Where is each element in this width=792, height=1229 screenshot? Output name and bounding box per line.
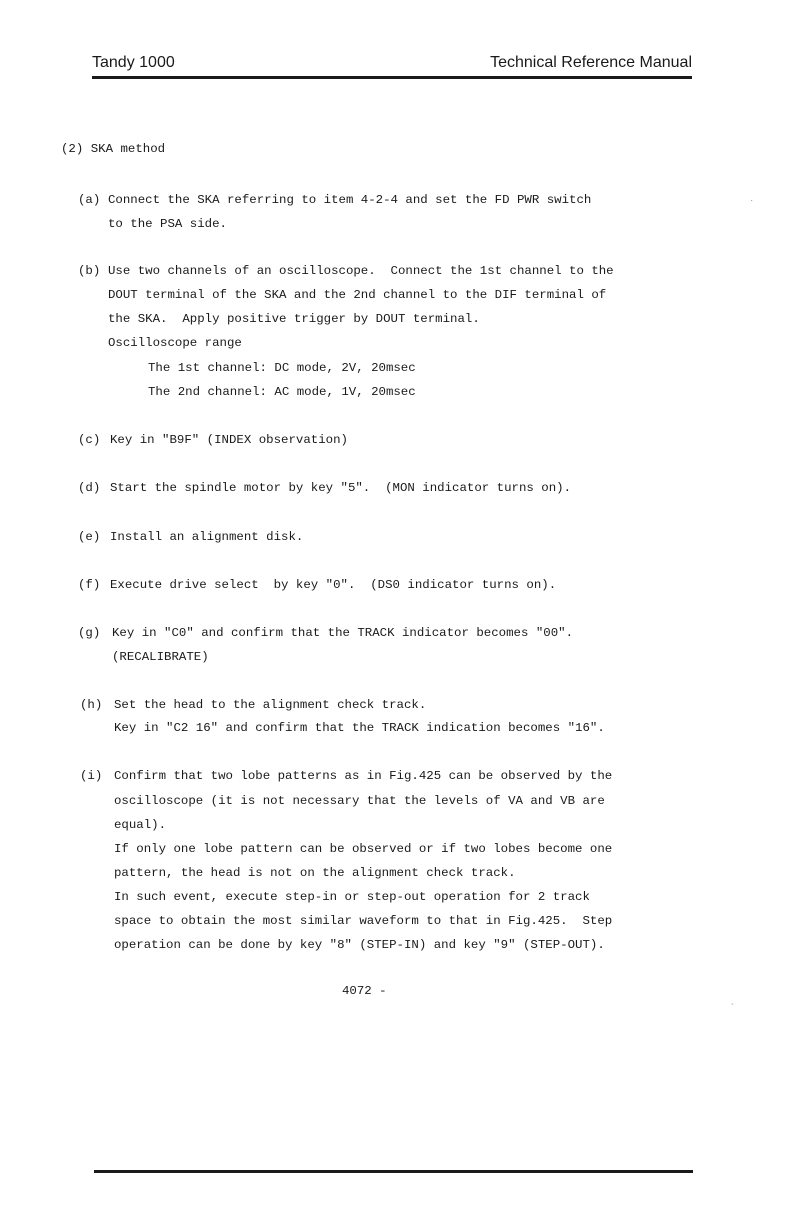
step-b-line-4: Oscilloscope range	[108, 336, 242, 350]
step-b-line-2: DOUT terminal of the SKA and the 2nd channel to the DIF terminal of	[108, 288, 607, 302]
step-g-label: (g)	[78, 626, 101, 640]
page-number: 4072 -	[342, 984, 387, 998]
header-title-right: Technical Reference Manual	[490, 54, 692, 71]
step-b-sub-line-2: The 2nd channel: AC mode, 1V, 20msec	[148, 385, 416, 399]
step-i-line-4: If only one lobe pattern can be observed or if two lobes become one	[114, 842, 613, 856]
step-a-label: (a)	[78, 193, 101, 207]
step-i-label: (i)	[80, 769, 103, 783]
page-header	[92, 52, 692, 76]
step-i-line-1: Confirm that two lobe patterns as in Fig.425 can be observed by the	[114, 769, 613, 783]
header-title-left: Tandy 1000	[92, 54, 175, 71]
header-rule	[92, 76, 692, 79]
step-d-line-1: Start the spindle motor by key "5". (MON indicator turns on).	[110, 481, 572, 495]
step-g-line-2: (RECALIBRATE)	[112, 650, 209, 664]
step-i-line-7: space to obtain the most similar waveform to that in Fig.425. Step	[114, 914, 613, 928]
step-h-line-2: Key in "C2 16" and confirm that the TRACK indication becomes "16".	[114, 721, 605, 735]
step-b-label: (b)	[78, 264, 101, 278]
section-title: (2) SKA method	[61, 142, 166, 156]
step-c-line-1: Key in "B9F" (INDEX observation)	[110, 433, 348, 447]
scan-speck: ´	[731, 1003, 735, 1014]
step-h-label: (h)	[80, 698, 103, 712]
step-f-line-1: Execute drive select by key "0". (DS0 indicator turns on).	[110, 578, 557, 592]
step-i-line-5: pattern, the head is not on the alignment check track.	[114, 866, 516, 880]
step-a-line-1: Connect the SKA referring to item 4-2-4 and set the FD PWR switch	[108, 193, 592, 207]
step-i-line-8: operation can be done by key "8" (STEP-IN) and key "9" (STEP-OUT).	[114, 938, 605, 952]
step-g-line-1: Key in "C0" and confirm that the TRACK indicator becomes "00".	[112, 626, 574, 640]
scan-speck-top: ·	[750, 195, 754, 206]
step-i-line-3: equal).	[114, 818, 167, 832]
step-f-label: (f)	[78, 578, 101, 592]
step-c-label: (c)	[78, 433, 101, 447]
step-d-label: (d)	[78, 481, 101, 495]
step-b-line-3: the SKA. Apply positive trigger by DOUT terminal.	[108, 312, 480, 326]
step-b-sub-line-1: The 1st channel: DC mode, 2V, 20msec	[148, 361, 416, 375]
footer-rule	[94, 1170, 693, 1173]
step-b-line-1: Use two channels of an oscilloscope. Connect the 1st channel to the	[108, 264, 614, 278]
step-a-line-2: to the PSA side.	[108, 217, 227, 231]
step-h-line-1: Set the head to the alignment check track.	[114, 698, 427, 712]
step-e-line-1: Install an alignment disk.	[110, 530, 304, 544]
step-i-line-6: In such event, execute step-in or step-out operation for 2 track	[114, 890, 590, 904]
step-i-line-2: oscilloscope (it is not necessary that the levels of VA and VB are	[114, 794, 605, 808]
step-e-label: (e)	[78, 530, 101, 544]
